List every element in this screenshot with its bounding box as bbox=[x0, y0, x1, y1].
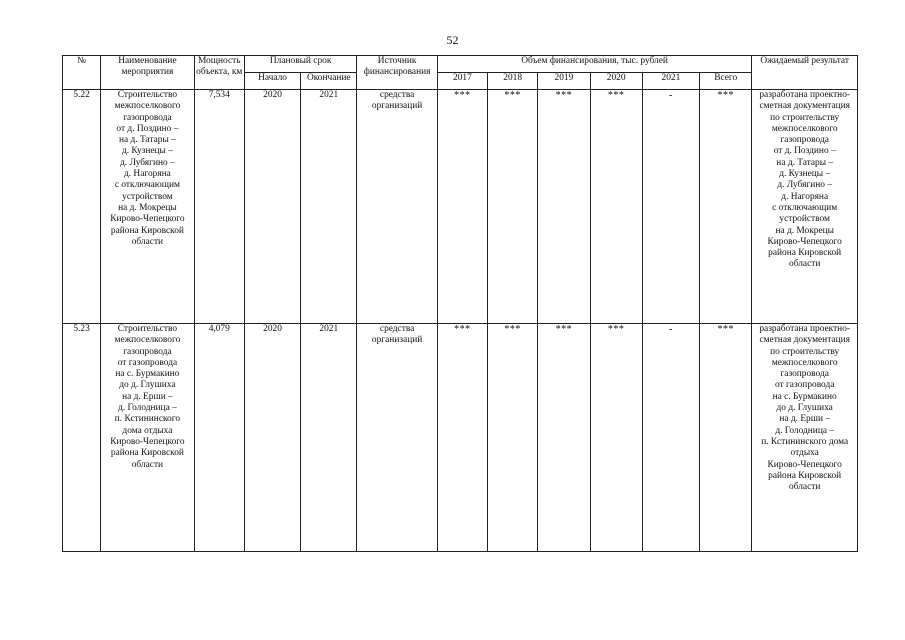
row-end: 2021 bbox=[301, 324, 357, 552]
row-value-2020: *** bbox=[590, 90, 642, 324]
row-value-2019: *** bbox=[538, 324, 590, 552]
header-total: Всего bbox=[700, 73, 752, 90]
row-result: разработана проектно- сметная документация по строительству межпоселкового газопровода от газопровода на с. Бурмакино до д. Глушиха на д. Ерши – д. Голодница – п. Кстининского дома отдыха Кирово-Чепецкого района Кировской области bbox=[752, 324, 858, 552]
row-value-2019: *** bbox=[538, 90, 590, 324]
header-funding: Объем финансирования, тыс. рублей bbox=[437, 56, 752, 73]
header-number: № bbox=[63, 56, 101, 90]
row-source: средства организаций bbox=[357, 324, 437, 552]
row-result: разработана проектно- сметная документация по строительству межпоселкового газопровода от д. Поздино – на д. Татары – д. Кузнецы – д. Лубягино – д. Нагоряна с отключающим устройством на д. Мокрецы Кирово-Чепецкого района Кировской области bbox=[752, 90, 858, 324]
page-number: 52 bbox=[446, 33, 459, 47]
header-source: Источник финансирования bbox=[357, 56, 437, 90]
row-power: 4,079 bbox=[194, 324, 244, 552]
row-value-2021: - bbox=[642, 324, 699, 552]
row-start: 2020 bbox=[244, 90, 300, 324]
header-result: Ожидаемый результат bbox=[752, 56, 858, 90]
row-start: 2020 bbox=[244, 324, 300, 552]
row-source: средства организаций bbox=[357, 90, 437, 324]
header-year-2017: 2017 bbox=[437, 73, 487, 90]
header-plan-term: Плановый срок bbox=[244, 56, 357, 73]
row-end: 2021 bbox=[301, 90, 357, 324]
table-row bbox=[63, 90, 858, 324]
header-end: Окончание bbox=[301, 73, 357, 90]
row-value-total: *** bbox=[700, 90, 752, 324]
row-value-total: *** bbox=[700, 324, 752, 552]
header-year-2021: 2021 bbox=[642, 73, 699, 90]
header-year-2020: 2020 bbox=[590, 73, 642, 90]
header-name: Наименование мероприятия bbox=[101, 56, 194, 90]
row-value-2018: *** bbox=[488, 324, 538, 552]
row-name: Строительство межпоселкового газопровода от газопровода на с. Бурмакино до д. Глушиха на д. Ерши – д. Голодница – п. Кстининского дома отдыха Кирово-Чепецкого района Кировской области bbox=[101, 324, 194, 552]
row-power: 7,534 bbox=[194, 90, 244, 324]
row-value-2018: *** bbox=[488, 90, 538, 324]
row-value-2020: *** bbox=[590, 324, 642, 552]
table-row bbox=[63, 324, 858, 552]
header-year-2018: 2018 bbox=[488, 73, 538, 90]
header-year-2019: 2019 bbox=[538, 73, 590, 90]
row-number: 5.23 bbox=[63, 324, 101, 552]
row-number: 5.22 bbox=[63, 90, 101, 324]
row-value-2017: *** bbox=[437, 324, 487, 552]
row-name: Строительство межпоселкового газопровода от д. Поздино – на д. Татары – д. Кузнецы – д. Лубягино – д. Нагоряна с отключающим устройством на д. Мокрецы Кирово-Чепецкого района Кировской области bbox=[101, 90, 194, 324]
program-table bbox=[62, 55, 858, 552]
row-value-2017: *** bbox=[437, 90, 487, 324]
header-power: Мощность объекта, км bbox=[194, 56, 244, 90]
header-start: Начало bbox=[244, 73, 300, 90]
row-value-2021: - bbox=[642, 90, 699, 324]
